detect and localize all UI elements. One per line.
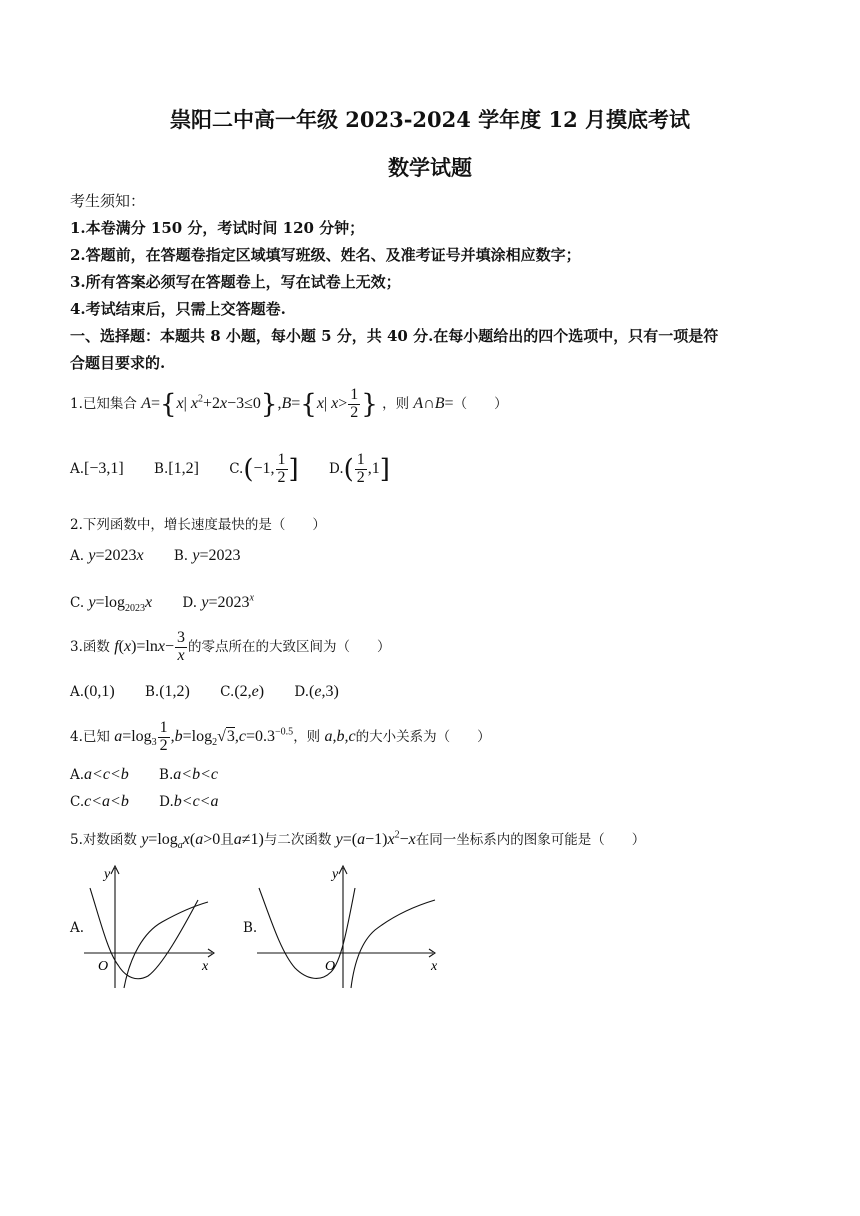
graph-a-x-label: x: [202, 959, 209, 974]
question-4-stem: 4.已知 $a=\log_3$ $\frac{1}{2}$ $,b=\log_2√3,c=0.3^{-0.5}$，则 a,b,c的大小关系为（ ）: [70, 719, 491, 754]
graph-a-log-curve: [124, 902, 208, 988]
q3-option-d: D.(e,3): [294, 683, 339, 700]
q4-option-b: B.a<b<c: [159, 766, 218, 783]
question-4-options-ab: [70, 766, 244, 784]
graph-a-y-label: y: [104, 867, 111, 882]
q3-option-a: A.(0,1): [70, 683, 115, 700]
q4-option-d: D.b<c<a: [159, 793, 219, 810]
q3-option-c: C.(2,e): [220, 683, 265, 700]
notice-item-4: 4.考试结束后，只需上交答题卷.: [70, 300, 286, 318]
graph-b-y-label: y: [332, 867, 339, 882]
section-heading-line2: 合题目要求的.: [70, 354, 166, 372]
q4-option-a: A.a<c<b: [70, 766, 129, 783]
graph-b-parabola: [259, 888, 355, 978]
q2-option-b: B. y=2023: [173, 547, 241, 564]
graph-b-origin: O: [325, 959, 336, 974]
notice-item-1: 1.本卷满分 150 分，考试时间 120 分钟；: [70, 219, 365, 237]
q2-option-d: D. $y=2023^x$: [182, 593, 254, 612]
question-2-stem: 2.下列函数中，增长速度最快的是（ ）: [70, 517, 326, 533]
exam-title: 祟阳二中高一年级 2023-2024 学年度 12 月摸底考试: [169, 107, 691, 132]
question-2-options-cd: [70, 593, 280, 615]
q2-option-c: C. $y=\log_{2023}x$: [70, 594, 153, 615]
notice-heading: 考生须知：: [70, 192, 146, 210]
graph-b-label: B.: [243, 920, 258, 936]
graph-a-label: A.: [70, 920, 85, 936]
question-3-stem: 3.函数 f(x)=lnx− $\frac{3}{x}$ 的零点所在的大致区间为（ ）: [70, 629, 391, 664]
graph-b-log-curve: [351, 900, 435, 988]
question-3-options: [70, 683, 365, 701]
question-5-stem: 5.对数函数 $y=\log_ax(a>0$且a≠1)与二次函数 $y=(a-1)x^2-x$在同一坐标系内的图象可能是（ ）: [70, 829, 646, 852]
graph-a-origin: O: [98, 959, 109, 974]
question-1-stem: 1.已知集合 A={x| $x^2+2x-3\le 0\},B=\{x|$ x> $\frac{1}{2}$ } ，则 A∩B=（ ）: [70, 386, 508, 421]
question-4-options-cd: [70, 793, 244, 811]
q1-option-d: D.( $\frac{1}{2}$ ,1]: [328, 451, 390, 486]
graph-b: [255, 860, 445, 990]
graph-a: [82, 860, 222, 990]
q1-option-b: B.[1,2]: [154, 459, 199, 477]
subject-title: 数学试题: [388, 155, 472, 180]
section-heading-line1: 一、选择题：本题共 8 小题，每小题 5 分，共 40 分.在每小题给出的四个选项中，只有一项是符: [70, 327, 719, 345]
q1-option-a: A.[−3,1]: [70, 459, 124, 477]
notice-item-3: 3.所有答案必须写在答题卷上，写在试卷上无效；: [70, 273, 401, 291]
q4-option-c: C.c<a<b: [70, 793, 129, 810]
q2-option-a: A. y=2023x: [70, 547, 144, 564]
notice-item-2: 2.答题前，在答题卷指定区域填写班级、姓名、及准考证号并填涂相应数字；: [70, 246, 581, 264]
q3-option-b: B.(1,2): [145, 683, 190, 700]
question-1-options: [70, 452, 416, 487]
q1-option-c: C.(−1, $\frac{1}{2}$ ]: [229, 451, 299, 486]
question-2-options-ab: [70, 547, 267, 565]
graph-b-x-label: x: [431, 959, 438, 974]
